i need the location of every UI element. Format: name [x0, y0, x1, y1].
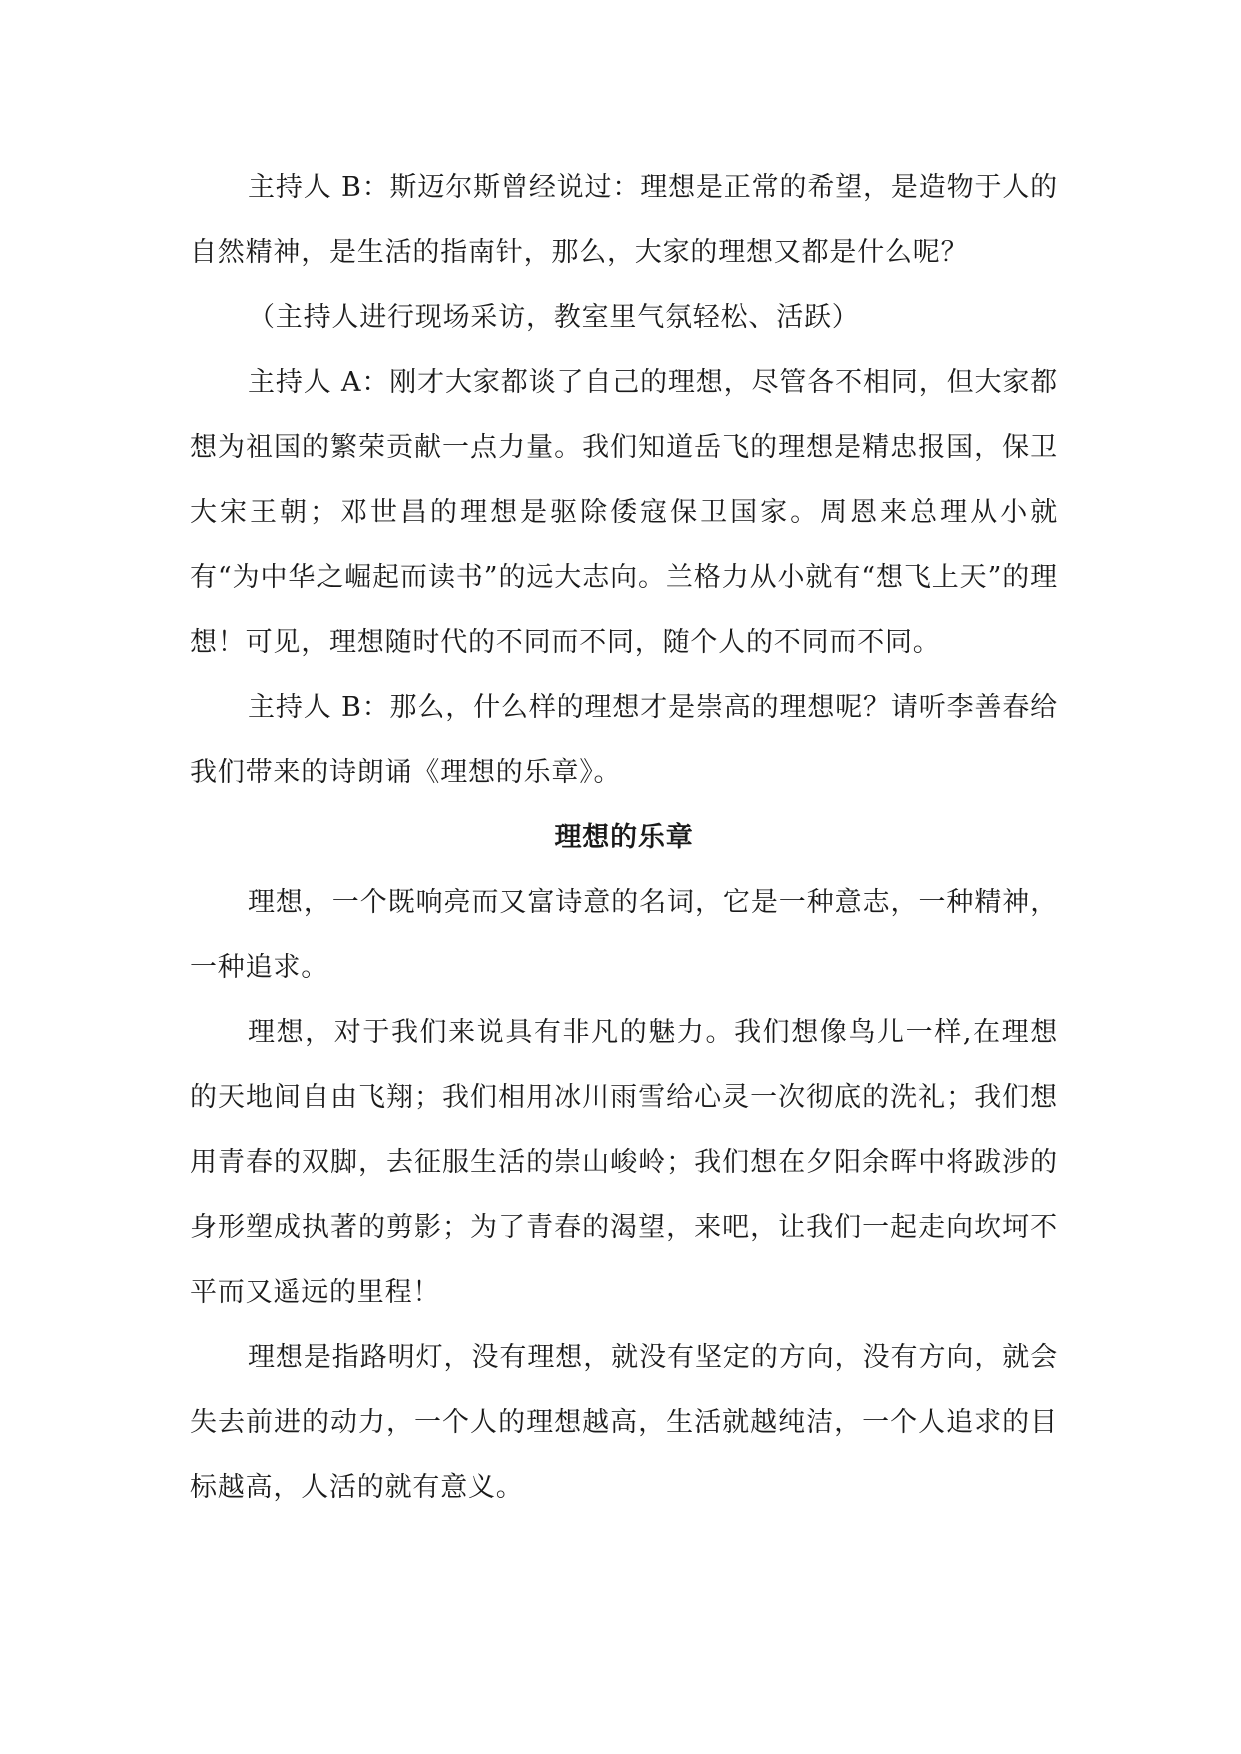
poem-paragraph-3: 理想是指路明灯，没有理想，就没有坚定的方向，没有方向，就会失去前进的动力，一个人的理想越高，生活就越纯洁，一个人追求的目标越高，人活的就有意义。 — [190, 1342, 1058, 1503]
poem-title: 理想的乐章 — [554, 822, 694, 853]
poem-paragraph-1: 理想，一个既响亮而又富诗意的名词，它是一种意志，一种精神，一种追求。 — [190, 887, 1058, 983]
poem-paragraph-2: 理想，对于我们来说具有非凡的魅力。我们想像鸟儿一样,在理想的天地间自由飞翔；我们相用冰川雨雪给心灵一次彻底的洗礼；我们想用青春的双脚，去征服生活的崇山峻岭；我们想在夕阳余晖中将跋涉的身形塑成执著的剪影；为了青春的渴望，来吧，让我们一起走向坎坷不平而又遥远的里程！ — [190, 1017, 1058, 1308]
paragraph-host-b-intro: 主持人 B：那么，什么样的理想才是崇高的理想呢？请听李善春给我们带来的诗朗诵《理想的乐章》。 — [190, 692, 1058, 788]
paragraph-host-a-remarks: 主持人 A：刚才大家都谈了自己的理想，尽管各不相同，但大家都想为祖国的繁荣贡献一点力量。我们知道岳飞的理想是精忠报国，保卫大宋王朝；邓世昌的理想是驱除倭寇保卫国家。周恩来总理从小就有“为中华之崛起而读书”的远大志向。兰格力从小就有“想飞上天”的理想！可见，理想随时代的不同而不同，随个人的不同而不同。 — [190, 367, 1058, 658]
paragraph-stage-direction: （主持人进行现场采访，教室里气氛轻松、活跃） — [248, 302, 860, 333]
paragraph-host-b-quote: 主持人 B：斯迈尔斯曾经说过：理想是正常的希望，是造物于人的自然精神，是生活的指南针，那么，大家的理想又都是什么呢？ — [190, 172, 1058, 268]
document-page — [190, 155, 1058, 1520]
